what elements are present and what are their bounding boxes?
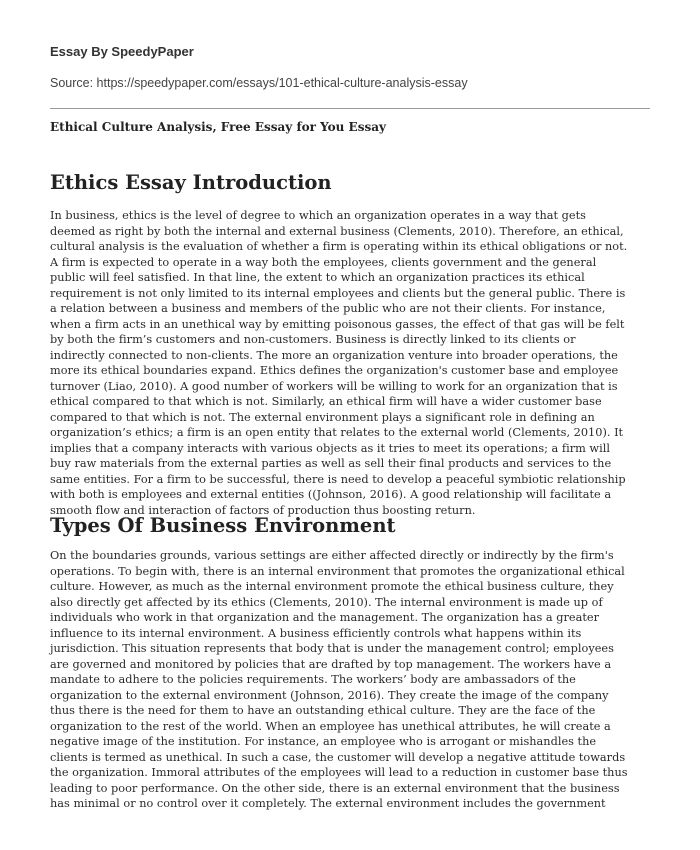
text-line: cultural analysis is the evaluation of whether a firm is operating within its ethical obligations or not. xyxy=(50,240,628,253)
source-line: Source: https://speedypaper.com/essays/101-ethical-culture-analysis-essay xyxy=(50,76,468,90)
text-line: when a firm acts in an unethical way by emitting poisonous gasses, the effect of that gas will be felt xyxy=(50,317,625,331)
text-line: requirement is not only limited to its internal employees and clients but the general public. There is xyxy=(50,286,626,300)
section-heading-business-environment: Types Of Business Environment xyxy=(50,514,396,537)
text-line: clients is termed as unethical. In such a case, the customer will develop a negative attitude towards xyxy=(50,750,626,764)
text-line: culture. However, as much as the internal environment promote the ethical business culture, they xyxy=(50,580,614,593)
text-line: organization’s ethics; a firm is an open entity that relates to the external world (Clements, 2010). It xyxy=(50,426,624,439)
text-line: a relation between a business and members of the public who are not their clients. For instance, xyxy=(50,302,606,315)
text-line: are governed and monitored by policies that are drafted by top management. The workers have a xyxy=(50,657,612,671)
text-line: smooth flow and interaction of factors of production thus boosting return. xyxy=(50,503,476,517)
text-line: deemed as right by both the internal and external business (Clements, 2010). Therefore, an ethical, xyxy=(50,224,624,238)
text-line: also directly get affected by its ethics (Clements, 2010). The internal environment is made up of xyxy=(50,595,603,609)
text-line: compared to that which is not. The external environment plays a significant role in defining an xyxy=(50,410,595,424)
text-line: operations. To begin with, there is an internal environment that promotes the organizational ethical xyxy=(50,564,625,578)
text-line: same entities. For a firm to be successful, there is need to develop a peaceful symbiotic relationship xyxy=(50,472,626,486)
text-line: In business, ethics is the level of degree to which an organization operates in a way that gets xyxy=(50,209,586,222)
text-line: negative image of the institution. For instance, an employee who is arrogant or mishandles the xyxy=(50,735,597,748)
text-line: more its ethical boundaries expand. Ethics defines the organization's customer base and employee xyxy=(50,364,619,377)
text-line: turnover (Liao, 2010). A good number of workers will be willing to work for an organization that is xyxy=(50,379,618,393)
brand-label: Essay By SpeedyPaper xyxy=(50,44,194,59)
header-divider xyxy=(50,108,650,109)
document-title: Ethical Culture Analysis, Free Essay for You Essay xyxy=(50,120,386,134)
section-body-business-environment xyxy=(50,548,654,812)
text-line: has minimal or no control over it completely. The external environment includes the government xyxy=(50,797,606,810)
text-line: by both the firm’s customers and non-customers. Business is directly linked to its clients or xyxy=(50,333,576,346)
text-line: influence to its internal environment. A business efficiently controls what happens within its xyxy=(50,626,582,640)
text-line: jurisdiction. This situation represents that body that is under the management control; employees xyxy=(50,642,614,655)
text-line: organization to the external environment (Johnson, 2016). They create the image of the company xyxy=(50,688,609,702)
text-line: indirectly connected to non-clients. The more an organization venture into broader operations, the xyxy=(50,348,618,362)
text-line: organization to the rest of the world. When an employee has unethical attributes, he will create a xyxy=(50,719,611,733)
text-line: individuals who work in that organization and the management. The organization has a greater xyxy=(50,611,600,624)
text-line: with both is employees and external entities ((Johnson, 2016). A good relationship will facilitate a xyxy=(50,488,612,501)
text-line: A firm is expected to operate in a way both the employees, clients government and the general xyxy=(50,255,597,269)
text-line: buy raw materials from the external parties as well as sell their final products and services to the xyxy=(50,457,612,470)
text-line: the organization. Immoral attributes of the employees will lead to a reduction in customer base thus xyxy=(50,766,628,779)
section-heading-introduction: Ethics Essay Introduction xyxy=(50,171,332,194)
page-header xyxy=(50,44,660,90)
text-line: implies that a company interacts with various objects as it tries to meet its operations; a firm will xyxy=(50,441,610,455)
text-line: public will feel satisfied. In that line, the extent to which an organization practices its ethical xyxy=(50,271,585,284)
text-line: thus there is the need for them to have an outstanding ethical culture. They are the face of the xyxy=(50,704,596,717)
section-body-introduction xyxy=(50,208,654,518)
text-line: On the boundaries grounds, various settings are either affected directly or indirectly by the firm's xyxy=(50,549,614,562)
text-line: mandate to adhere to the policies requirements. The workers’ body are ambassadors of the xyxy=(50,673,576,686)
text-line: ethical compared to that which is not. Similarly, an ethical firm will have a wider customer base xyxy=(50,395,602,408)
text-line: leading to poor performance. On the other side, there is an external environment that the business xyxy=(50,781,620,795)
